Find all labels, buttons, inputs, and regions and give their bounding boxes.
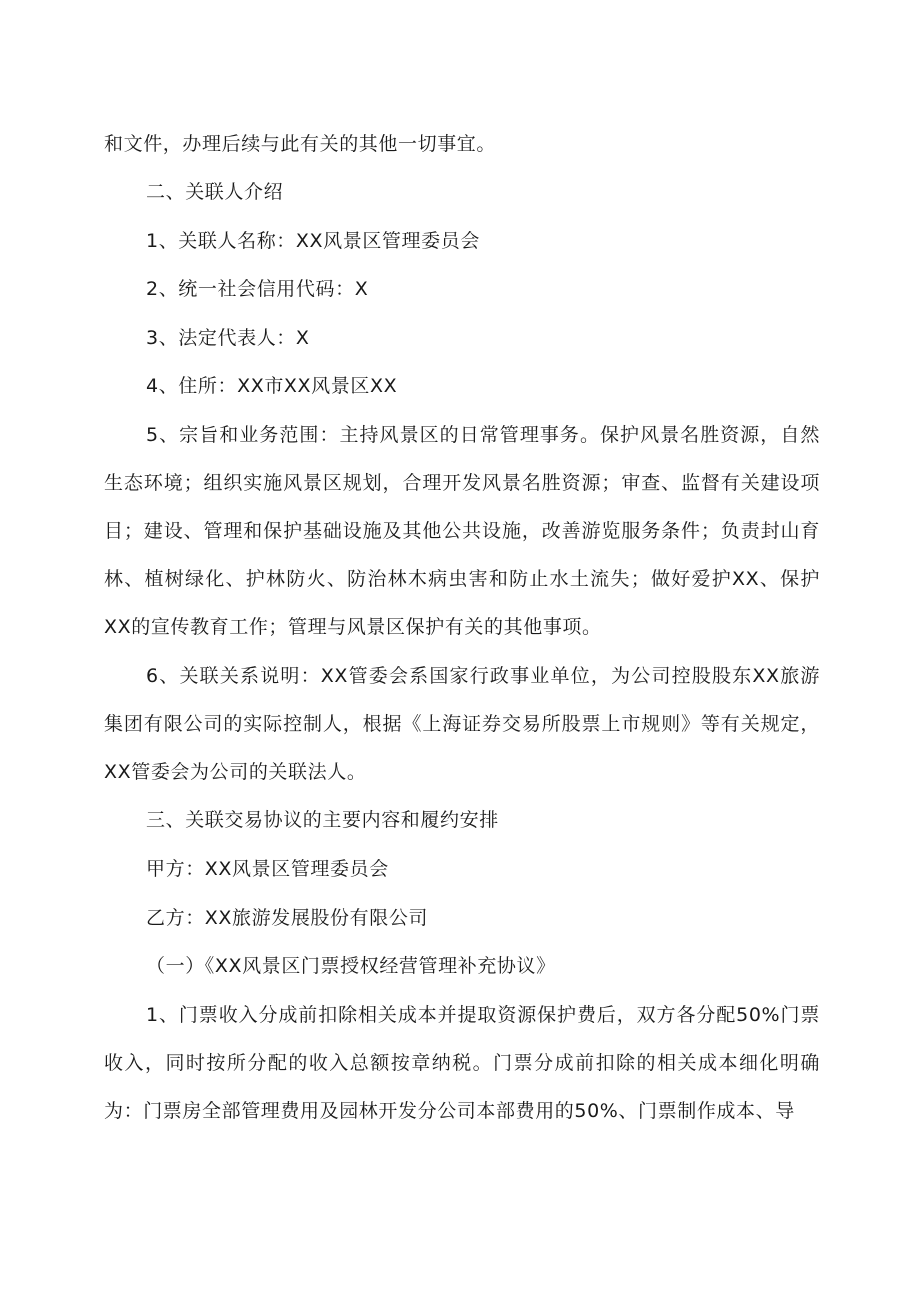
section-heading-related-party: 二、关联人介绍 [146,181,284,203]
party-b: 乙方：XX旅游发展股份有限公司 [146,907,429,929]
section-heading-agreement: 三、关联交易协议的主要内容和履约安排 [146,809,499,831]
item-relationship-description: 6、关联关系说明：XX管委会系国家行政事业单位，为公司控股股东XX旅游集团有限公司的实际控制人，根据《上海证券交易所股票上市规则》等有关规定，XX管委会为公司的关联法人。 [104,665,820,783]
item-address: 4、住所：XX市XX风景区XX [146,375,398,397]
item-credit-code: 2、统一社会信用代码：X [146,278,369,300]
item-legal-representative: 3、法定代表人：X [146,327,310,349]
item-related-party-name: 1、关联人名称：XX风景区管理委员会 [146,230,480,252]
paragraph-continuation: 和文件，办理后续与此有关的其他一切事宜。 [104,133,497,155]
clause-ticket-revenue: 1、门票收入分成前扣除相关成本并提取资源保护费后，双方各分配50%门票收入，同时按所分配的收入总额按章纳税。门票分成前扣除的相关成本细化明确为：门票房全部管理费用及园林开发分公司本部费用的50%、门票制作成本、导 [104,1004,820,1122]
sub-heading-agreement-title: （一）《XX风景区门票授权经营管理补充协议》 [146,955,556,977]
item-business-scope: 5、宗旨和业务范围：主持风景区的日常管理事务。保护风景名胜资源，自然生态环境；组织实施风景区规划，合理开发风景名胜资源；审查、监督有关建设项目；建设、管理和保护基础设施及其他公共设施，改善游览服务条件；负责封山育林、植树绿化、护林防火、防治林木病虫害和防止水土流失；做好爱护XX、保护XX的宣传教育工作；管理与风景区保护有关的其他事项。 [104,424,820,638]
party-a: 甲方：XX风景区管理委员会 [146,858,389,880]
